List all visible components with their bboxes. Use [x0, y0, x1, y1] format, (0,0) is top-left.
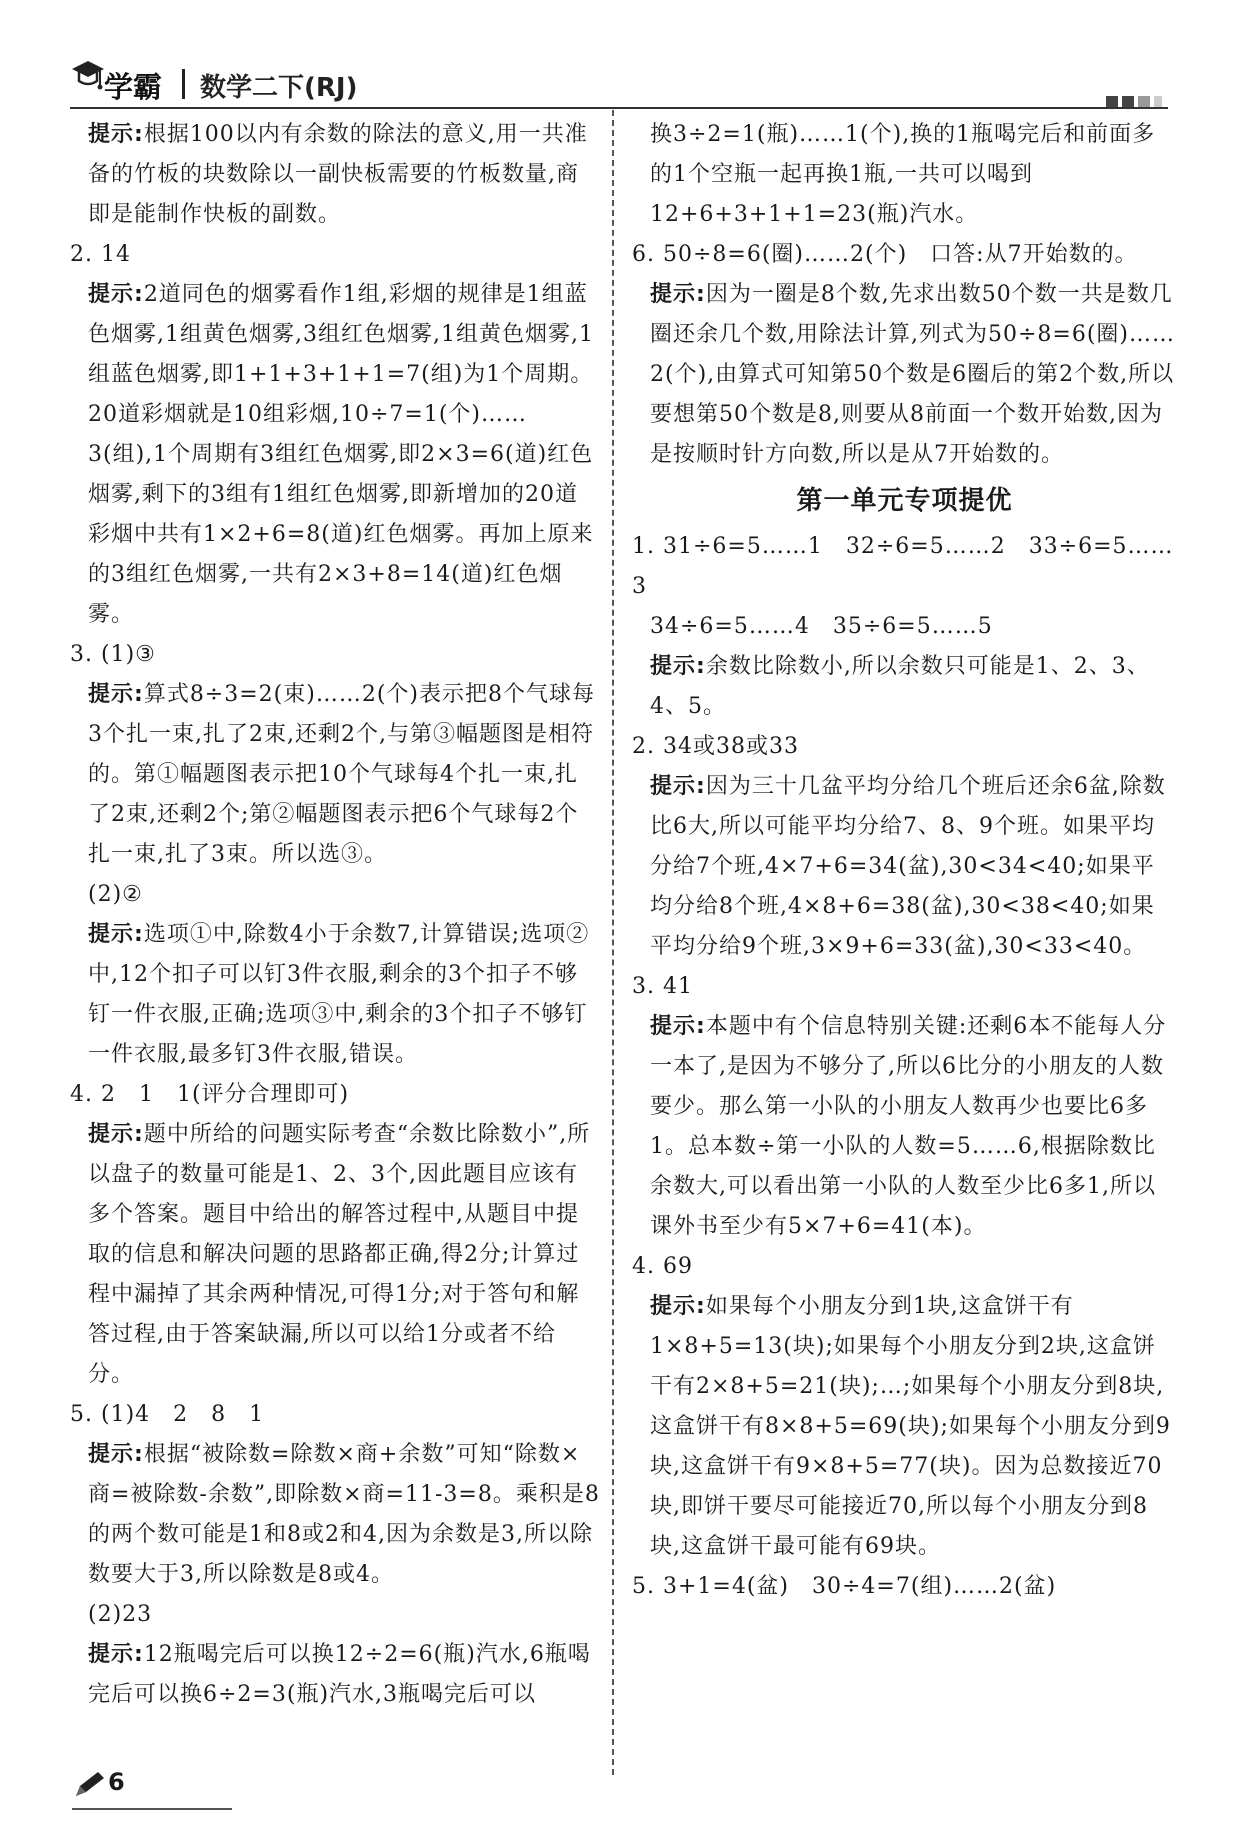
hint-block: 提示:题中所给的问题实际考查“余数比除数小”,所以盘子的数量可能是1、2、3个,因此题目应该有多个答案。题目中给出的解答过程中,从题目中提取的信息和解决问题的思路都正确,得2分;计算过程中漏掉了其余两种情况,可得1分;对于答句和解答过程,由于答案缺漏,所以可以给1分或者不给分。: [88, 1122, 591, 1387]
answer-line: 5. (1)4 2 8 1: [70, 1402, 265, 1427]
answer-line: 4. 2 1 1(评分合理即可): [70, 1082, 350, 1107]
hint-block: 提示:2道同色的烟雾看作1组,彩烟的规律是1组蓝色烟雾,1组黄色烟雾,3组红色烟雾,1组黄色烟雾,1组蓝色烟雾,即1+1+3+1+1=7(组)为1个周期。20道彩烟就是10组彩烟,10÷7=1(个)……3(组),1个周期有3组红色烟雾,即2×3=6(道)红色烟雾,剩下的3组有1组红色烟雾,即新增加的20道彩烟中共有1×2+6=8(道)红色烟雾。再加上原来的3组红色烟雾,一共有2×3+8=14(道)红色烟雾。: [88, 282, 594, 627]
hint-block: 提示:余数比除数小,所以余数只可能是1、2、3、4、5。: [650, 654, 1150, 719]
section-title: 第一单元专项提优: [796, 486, 1013, 516]
hint-block: 提示:12瓶喝完后可以换12÷2=6(瓶)汽水,6瓶喝完后可以换6÷2=3(瓶)汽水,3瓶喝完后可以: [88, 1642, 591, 1707]
hint-block: 提示:如果每个小朋友分到1块,这盒饼干有1×8+5=13(块);如果每个小朋友分到2块,这盒饼干有2×8+5=21(块);…;如果每个小朋友分到8块,这盒饼干有8×8+5=69(块);如果每个小朋友分到9块,这盒饼干有9×8+5=77(块)。因为总数接近70块,即饼干要尽可能接近70,所以每个小朋友分到8块,这盒饼干最可能有69块。: [650, 1294, 1171, 1559]
page-header: [70, 55, 1170, 105]
footer-rule: [72, 1808, 232, 1810]
header-rule: [70, 107, 1168, 109]
answer-line: 1. 31÷6=5……1 32÷6=5……2 33÷6=5……3: [632, 534, 1174, 599]
hint-block: 提示:本题中有个信息特别关键:还剩6本不能每人分一本了,是因为不够分了,所以6比分的小朋友的人数要少。那么第一小队的小朋友人数再少也要比6多1。总本数÷第一小队的人数=5……6,根据除数比余数大,可以看出第一小队的人数至少比6多1,所以课外书至少有5×7+6=41(本)。: [650, 1014, 1167, 1239]
continued-text: 换3÷2=1(瓶)……1(个),换的1瓶喝完后和前面多的1个空瓶一起再换1瓶,一共可以喝到12+6+3+1+1=23(瓶)汽水。: [650, 122, 1156, 227]
left-column: [70, 115, 600, 1715]
answer-line: 2. 34或38或33: [632, 734, 799, 759]
header-separator: [182, 69, 185, 99]
sub-answer-line: 34÷6=5……4 35÷6=5……5: [650, 614, 993, 639]
answer-line: 3. (1)③: [70, 642, 156, 667]
answer-line: 4. 69: [632, 1254, 693, 1279]
column-divider: [612, 110, 614, 1775]
hint-block: 提示:选项①中,除数4小于余数7,计算错误;选项②中,12个扣子可以钉3件衣服,剩余的3个扣子不够钉一件衣服,正确;选项③中,剩余的3个扣子不够钉一件衣服,最多钉3件衣服,错误。: [88, 922, 590, 1067]
graduation-cap-icon: [70, 57, 106, 97]
hint-block: 提示:因为一圈是8个数,先求出数50个数一共是数几圈还余几个数,用除法计算,列式为50÷8=6(圈)……2(个),由算式可知第50个数是6圈后的第2个数,所以要想第50个数是8,则要从8前面一个数开始数,因为是按顺时针方向数,所以是从7开始数的。: [650, 282, 1176, 467]
book-title: 数学二下(RJ): [200, 73, 358, 103]
answer-line: 3. 41: [632, 974, 693, 999]
brand-name: 学霸: [104, 70, 163, 104]
answer-line: 5. 3+1=4(盆) 30÷4=7(组)……2(盆): [632, 1574, 1057, 1599]
hint-block: 提示:因为三十几盆平均分给几个班后还余6盆,除数比6大,所以可能平均分给7、8、9个班。如果平均分给7个班,4×7+6=34(盆),30<34<40;如果平均分给8个班,4×8+6=38(盆),30<38<40;如果平均分给9个班,3×9+6=33(盆),30<33<40。: [650, 774, 1166, 959]
sub-answer-line: (2)②: [88, 882, 143, 907]
hint-block: 提示:根据100以内有余数的除法的意义,用一共准备的竹板的块数除以一副快板需要的竹板数量,商即是能制作快板的副数。: [88, 122, 588, 227]
page-number: 6: [108, 1768, 125, 1796]
answer-line: 2. 14: [70, 242, 131, 267]
decorative-squares: [1102, 93, 1162, 112]
hint-block: 提示:根据“被除数=除数×商+余数”可知“除数×商=被除数-余数”,即除数×商=11-3=8。乘积是8的两个数可能是1和8或2和4,因为余数是3,所以除数要大于3,所以除数是8或4。: [88, 1442, 600, 1587]
hint-block: 提示:算式8÷3=2(束)……2(个)表示把8个气球每3个扎一束,扎了2束,还剩2个,与第③幅题图是相符的。第①幅题图表示把10个气球每4个扎一束,扎了2束,还剩2个;第②幅题图表示把6个气球每2个扎一束,扎了3束。所以选③。: [88, 682, 595, 867]
answer-line: 6. 50÷8=6(圈)……2(个) 口答:从7开始数的。: [632, 242, 1138, 267]
right-column: [632, 115, 1177, 1607]
sub-answer-line: (2)23: [88, 1602, 153, 1627]
